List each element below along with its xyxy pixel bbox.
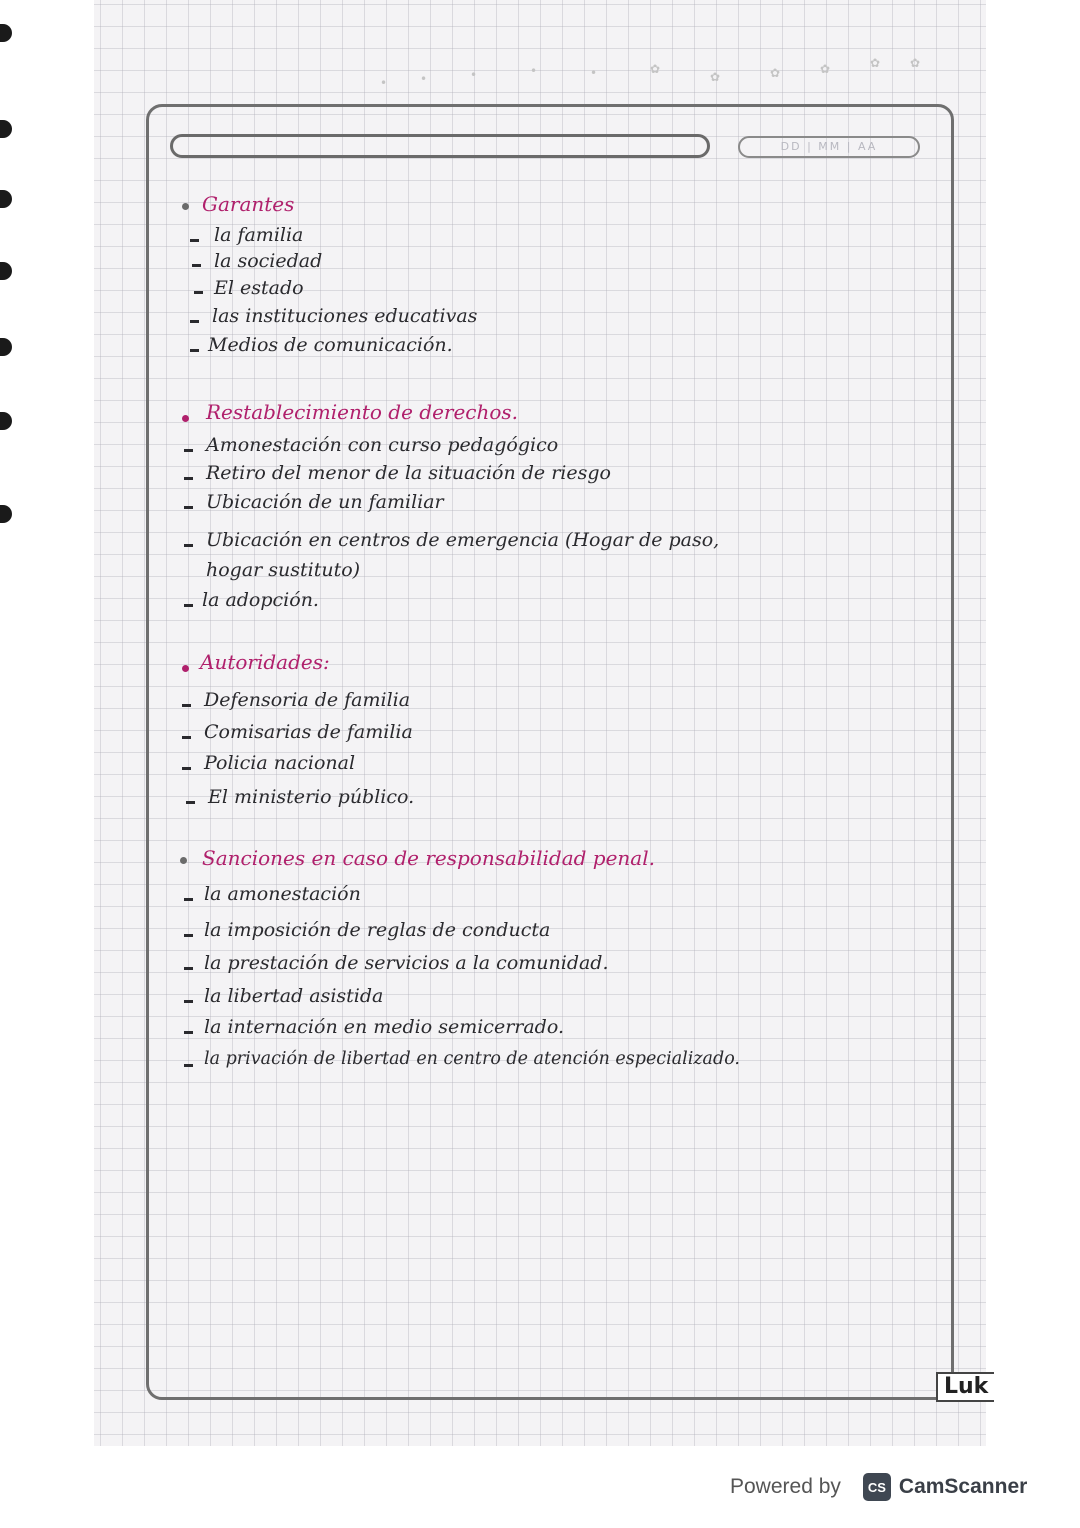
list-item: Comisarias de familia [204,721,413,743]
signature: Luk [936,1372,994,1402]
list-item: la sociedad [214,250,323,272]
list-item: la prestación de servicios a la comunidad. [204,952,609,974]
list-item: la internación en medio semicerrado. [204,1016,564,1038]
list-item: Policia nacional [204,752,356,774]
list-item: El estado [214,277,304,299]
list-item: la privación de libertad en centro de atención especializado. [204,1049,740,1069]
dash-icon [190,320,199,323]
list-item: Amonestación con curso pedagógico [206,434,559,456]
dash-icon [184,449,193,452]
list-item-continuation: hogar sustituto) [206,559,361,581]
dash-icon [194,291,203,294]
list-item: las instituciones educativas [212,305,478,327]
binder-hole [0,262,12,280]
dash-icon [184,506,193,509]
dash-icon [184,1064,193,1067]
bullet-icon [180,857,187,864]
dash-icon [184,544,193,547]
list-item: Retiro del menor de la situación de riesgo [206,462,611,484]
binder-margin [0,0,94,1448]
camscanner-brand: CamScanner [898,1475,1028,1498]
date-box: DD | MM | AA [738,136,920,158]
list-item: la libertad asistida [204,985,384,1007]
list-item: Ubicación de un familiar [206,491,444,513]
scanner-footer [730,1470,1027,1504]
bullet-icon [182,203,189,210]
binder-hole [0,190,12,208]
dash-icon [182,736,191,739]
section-heading: Sanciones en caso de responsabilidad penal. [202,846,655,870]
dash-icon [184,1000,193,1003]
list-item: El ministerio público. [208,786,415,808]
dash-icon [182,767,191,770]
dash-icon [186,801,195,804]
dash-icon [184,477,193,480]
list-item: la amonestación [204,883,361,905]
binder-hole [0,338,12,356]
binder-hole [0,120,12,138]
list-item: la familia [214,224,304,246]
camscanner-logo-icon: CS [863,1473,891,1501]
dash-icon [192,264,201,267]
binder-hole [0,505,12,523]
section-heading: Garantes [202,192,295,216]
dash-icon [184,967,193,970]
powered-by-label: Powered by [730,1475,841,1498]
section-heading: Restablecimiento de derechos. [206,400,519,424]
list-item: Defensoria de familia [204,689,411,711]
dash-icon [190,349,199,352]
dash-icon [182,704,191,707]
title-bar [170,134,710,158]
section-heading: Autoridades: [200,650,330,674]
list-item: la adopción. [202,589,319,611]
binder-hole [0,412,12,430]
bullet-icon [182,665,189,672]
binder-hole [0,24,12,42]
dash-icon [190,239,199,242]
list-item: Ubicación en centros de emergencia (Hogar de paso, [206,529,720,551]
dash-icon [184,898,193,901]
list-item: Medios de comunicación. [208,334,453,356]
dash-icon [184,1031,193,1034]
dash-icon [184,604,193,607]
decorative-dots: • • • • • ✿ ✿ ✿ ✿ ✿ ✿ [380,56,921,90]
list-item: la imposición de reglas de conducta [204,919,551,941]
dash-icon [184,934,193,937]
bullet-icon [182,415,189,422]
